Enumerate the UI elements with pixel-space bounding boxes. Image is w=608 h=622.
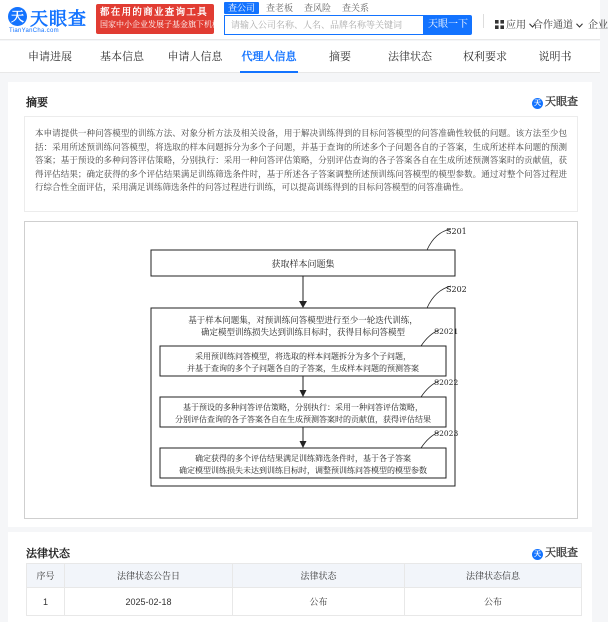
nav-app-label: 应用 — [506, 20, 526, 31]
abstract-line: 本申请提供一种问答模型的训练方法、对象分析方法及相关设备，用于解决训练得到的目标问答模型的问答准确性较低的问题。该方法至少包 — [35, 128, 567, 138]
table-header-row — [27, 564, 582, 588]
top-header — [0, 0, 608, 40]
col-header-index: 序号 — [27, 564, 65, 588]
search-type-tabs — [224, 2, 376, 14]
cell-status: 公布 — [233, 588, 405, 616]
flow-text-s202-2: 确定模型训练损失达到训练目标时，获得目标问答模型 — [200, 328, 406, 338]
tianyancha-logo[interactable] — [8, 4, 92, 36]
abstract-flowchart — [24, 221, 578, 519]
flow-arrowhead — [300, 441, 307, 448]
legal-status-panel — [8, 532, 592, 622]
flow-arrowhead — [299, 301, 307, 308]
chevron-down-icon — [576, 23, 583, 28]
nav-channel[interactable] — [533, 16, 583, 31]
cell-status-info: 公布 — [405, 588, 582, 616]
search-tab-relation[interactable]: 查关系 — [342, 3, 370, 13]
abstract-line: 行综合性全面评估，采用满足训练筛选条件的问答过程进行训练，可以提高训练得到的目标问答模型的问答准确性。 — [35, 182, 469, 193]
legal-status-table — [26, 563, 582, 616]
col-header-status: 法律状态 — [233, 564, 405, 588]
search-button[interactable]: 天眼一下 — [424, 15, 472, 35]
tab-specification[interactable]: 说明书 — [538, 51, 572, 63]
search-tab-company[interactable]: 查公司 — [224, 2, 259, 14]
search-box — [224, 15, 424, 35]
brand-logo-icon: 天 — [534, 551, 541, 558]
abstract-line: 括：采用所述预训练问答模型，将选取的样本问题拆分为多个子问题，并基于查询的所述多个子问题各自的子答案，生成所述样本问题的预测 — [35, 141, 567, 152]
flow-arrowhead — [300, 390, 307, 397]
col-header-date: 法律状态公告日 — [65, 564, 233, 588]
nav-enterprise[interactable] — [588, 16, 608, 31]
abstract-line: 答案；基于预设的多种问答评估策略，分别执行：采用一种问答评估策略，分别评估查询的各子答案各自在生成所述预测答案时的贡献值，获 — [35, 155, 567, 166]
abstract-brand-watermark — [532, 93, 578, 109]
search-tab-risk[interactable]: 查风险 — [304, 3, 332, 13]
flow-label-s2023: S2023 — [434, 429, 459, 438]
tab-agent-info[interactable]: 代理人信息 — [236, 41, 302, 73]
cell-date: 2025-02-18 — [65, 588, 233, 616]
tab-basic-info[interactable]: 基本信息 — [100, 51, 144, 63]
tab-application-progress[interactable]: 申请进展 — [28, 51, 72, 63]
brand-logo-icon: 天 — [534, 100, 541, 107]
slogan-banner — [96, 4, 220, 34]
col-header-status-info: 法律状态信息 — [405, 564, 582, 588]
header-divider — [483, 14, 484, 28]
nav-app[interactable] — [495, 16, 536, 31]
slogan-line-1: 都在用的商业查询工具 — [100, 7, 209, 18]
nav-enterprise-label: 企业 — [588, 20, 608, 31]
table-row — [27, 588, 582, 616]
legal-brand-text: 天眼查 — [545, 547, 578, 559]
flow-text-s202-1: 基于样本问题集，对预训练问答模型进行至少一轮迭代训练， — [188, 316, 418, 326]
logo-mark-icon: 天 — [8, 7, 27, 26]
slogan-line-2: 国家中小企业发展子基金旗下机构 — [100, 20, 220, 29]
logo-text: 天眼查 — [30, 9, 87, 29]
legal-status-title: 法律状态 — [26, 548, 70, 560]
legal-brand-watermark — [532, 544, 578, 560]
nav-channel-label: 合作通道 — [533, 20, 573, 31]
logo-url: TianYanCha.com — [9, 28, 59, 34]
abstract-line: 得评估结果；确定获得的多个评估结果满足训练筛选条件时，基于所述各子答案调整所述预训练问答模型的模型参数。通过对整个问答过程进 — [35, 168, 567, 179]
abstract-panel — [8, 82, 592, 527]
flow-label-s2021: S2021 — [434, 327, 459, 336]
flow-text-s2021-2: 并基于查询的多个子问题各自的子答案，生成样本问题的预测答案 — [187, 364, 419, 373]
flow-text-s201: 获取样本问题集 — [271, 260, 335, 270]
flow-text-s2023-1: 确定获得的多个评估结果满足训练筛选条件时，基于各子答案 — [195, 454, 411, 463]
cell-index: 1 — [27, 588, 65, 616]
abstract-brand-text: 天眼查 — [545, 96, 578, 108]
flowchart-svg — [25, 222, 579, 520]
search-input[interactable] — [225, 16, 423, 34]
detail-tabs — [0, 41, 600, 73]
abstract-text — [24, 116, 578, 212]
search-tab-boss[interactable]: 查老板 — [266, 3, 294, 13]
tab-applicant-info[interactable]: 申请人信息 — [167, 51, 223, 63]
flow-label-s202: S202 — [446, 285, 467, 294]
app-grid-icon — [495, 20, 504, 29]
abstract-title: 摘要 — [26, 97, 48, 109]
tab-legal-status[interactable]: 法律状态 — [388, 51, 432, 63]
tab-abstract[interactable]: 摘要 — [329, 51, 351, 63]
flow-label-s201: S201 — [446, 227, 467, 236]
flow-label-s2022: S2022 — [434, 378, 459, 387]
tab-claims[interactable]: 权利要求 — [463, 51, 507, 63]
flow-text-s2023-2: 确定模型训练损失未达到训练目标时，调整预训练问答模型的模型参数 — [179, 466, 427, 475]
flow-text-s2022-1: 基于预设的多种问答评估策略，分别执行：采用一种问答评估策略， — [183, 403, 423, 412]
flow-text-s2022-2: 分别评估查询的各子答案各自在生成预测答案时的贡献值，获得评估结果 — [175, 415, 431, 424]
flow-text-s2021-1: 采用预训练问答模型，将选取的样本问题拆分为多个子问题， — [195, 352, 411, 361]
